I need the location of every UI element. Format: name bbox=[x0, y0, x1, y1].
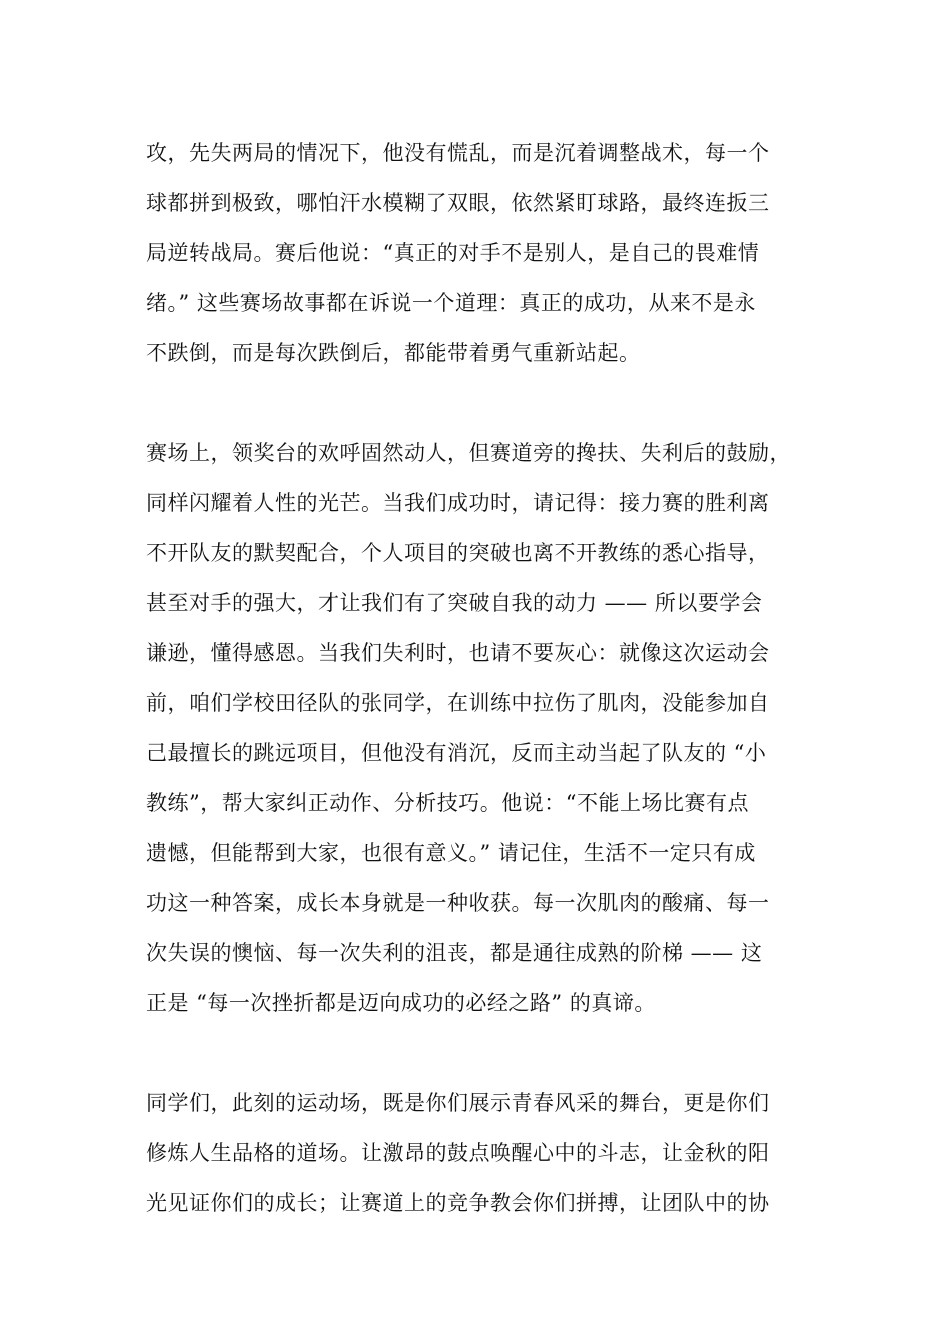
text-line: 修炼人生品格的道场。让激昂的鼓点唤醒心中的斗志，让金秋的阳 bbox=[146, 1141, 770, 1165]
text-line: 遗憾，但能帮到大家，也很有意义。” 请记住，生活不一定只有成 bbox=[146, 841, 756, 865]
paragraph-1 bbox=[146, 128, 810, 378]
text-line: 同样闪耀着人性的光芒。当我们成功时，请记得：接力赛的胜利离 bbox=[146, 491, 770, 515]
text-line: 攻，先失两局的情况下，他没有慌乱，而是沉着调整战术，每一个 bbox=[146, 141, 770, 165]
text-line: 同学们，此刻的运动场，既是你们展示青春风采的舞台，更是你们 bbox=[146, 1091, 770, 1115]
text-line: 功这一种答案，成长本身就是一种收获。每一次肌肉的酸痛、每一 bbox=[146, 891, 770, 915]
text-line: 谦逊，懂得感恩。当我们失利时，也请不要灰心：就像这次运动会 bbox=[146, 641, 770, 665]
text-line: 局逆转战局。赛后他说：“真正的对手不是别人，是自己的畏难情 bbox=[146, 241, 760, 265]
text-line: 正是 “每一次挫折都是迈向成功的必经之路” 的真谛。 bbox=[146, 991, 656, 1015]
text-line: 前，咱们学校田径队的张同学，在训练中拉伤了肌肉，没能参加自 bbox=[146, 691, 770, 715]
text-line: 甚至对手的强大，才让我们有了突破自我的动力 —— 所以要学会 bbox=[146, 591, 763, 615]
paragraph-2 bbox=[146, 428, 810, 1028]
text-line: 不开队友的默契配合，个人项目的突破也离不开教练的悉心指导， bbox=[146, 541, 770, 565]
text-line: 绪。” 这些赛场故事都在诉说一个道理：真正的成功，从来不是永 bbox=[146, 291, 756, 315]
text-line: 光见证你们的成长；让赛道上的竞争教会你们拼搏，让团队中的协 bbox=[146, 1191, 770, 1215]
text-line: 赛场上，领奖台的欢呼固然动人，但赛道旁的搀扶、失利后的鼓励， bbox=[146, 441, 791, 465]
paragraph-3 bbox=[146, 1078, 810, 1228]
text-line: 不跌倒，而是每次跌倒后，都能带着勇气重新站起。 bbox=[146, 341, 641, 365]
text-line: 次失误的懊恼、每一次失利的沮丧，都是通往成熟的阶梯 —— 这 bbox=[146, 941, 763, 965]
text-line: 球都拼到极致，哪怕汗水模糊了双眼，依然紧盯球路，最终连扳三 bbox=[146, 191, 770, 215]
text-line: 己最擅长的跳远项目，但他没有消沉，反而主动当起了队友的 “小 bbox=[146, 741, 767, 765]
text-line: 教练”，帮大家纠正动作、分析技巧。他说：“不能上场比赛有点 bbox=[146, 791, 749, 815]
